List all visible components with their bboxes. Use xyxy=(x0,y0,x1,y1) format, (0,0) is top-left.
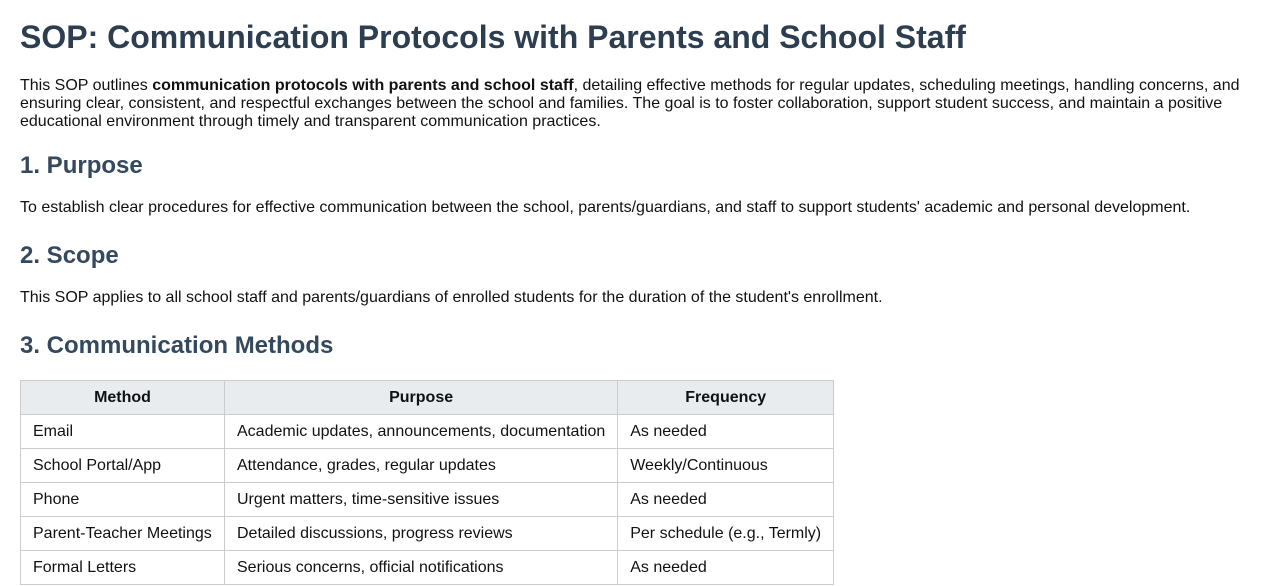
purpose-text: To establish clear procedures for effective communication between the school, parents/guardians, and staff to support students' academic and personal development. xyxy=(20,199,1191,216)
page-title: SOP: Communication Protocols with Parents and School Staff xyxy=(20,19,966,55)
table-row xyxy=(21,415,834,449)
cell-purpose: Detailed discussions, progress reviews xyxy=(225,517,618,551)
intro-paragraph xyxy=(20,77,1248,131)
header-frequency: Frequency xyxy=(618,381,834,415)
table-row xyxy=(21,449,834,483)
header-method: Method xyxy=(21,381,225,415)
cell-frequency: As needed xyxy=(618,415,834,449)
cell-frequency: Per schedule (e.g., Termly) xyxy=(618,517,834,551)
table-row xyxy=(21,551,834,585)
cell-frequency: As needed xyxy=(618,551,834,585)
scope-heading: 2. Scope xyxy=(20,242,119,269)
cell-purpose: Academic updates, announcements, documentation xyxy=(225,415,618,449)
table-row xyxy=(21,517,834,551)
intro-suffix: , detailing effective methods for regular updates, scheduling meetings, handling concerns, and ensuring clear, consistent, and respectful exchanges between the school and families. The goal is to foster collaboration, support student success, and maintain a positive educational environment through timely and transparent communication practices. xyxy=(20,77,1240,130)
table-header-row xyxy=(21,381,834,415)
methods-table xyxy=(20,380,834,585)
scope-text: This SOP applies to all school staff and parents/guardians of enrolled students for the duration of the student's enrollment. xyxy=(20,289,883,306)
cell-method: Phone xyxy=(21,483,225,517)
cell-frequency: Weekly/Continuous xyxy=(618,449,834,483)
table-row xyxy=(21,483,834,517)
cell-purpose: Attendance, grades, regular updates xyxy=(225,449,618,483)
cell-purpose: Urgent matters, time-sensitive issues xyxy=(225,483,618,517)
cell-method: Formal Letters xyxy=(21,551,225,585)
purpose-heading: 1. Purpose xyxy=(20,152,143,179)
cell-method: Email xyxy=(21,415,225,449)
cell-frequency: As needed xyxy=(618,483,834,517)
methods-heading: 3. Communication Methods xyxy=(20,332,334,359)
cell-purpose: Serious concerns, official notifications xyxy=(225,551,618,585)
intro-prefix: This SOP outlines xyxy=(20,77,153,94)
cell-method: Parent-Teacher Meetings xyxy=(21,517,225,551)
header-purpose: Purpose xyxy=(225,381,618,415)
cell-method: School Portal/App xyxy=(21,449,225,483)
intro-bold: communication protocols with parents and school staff xyxy=(152,77,574,94)
